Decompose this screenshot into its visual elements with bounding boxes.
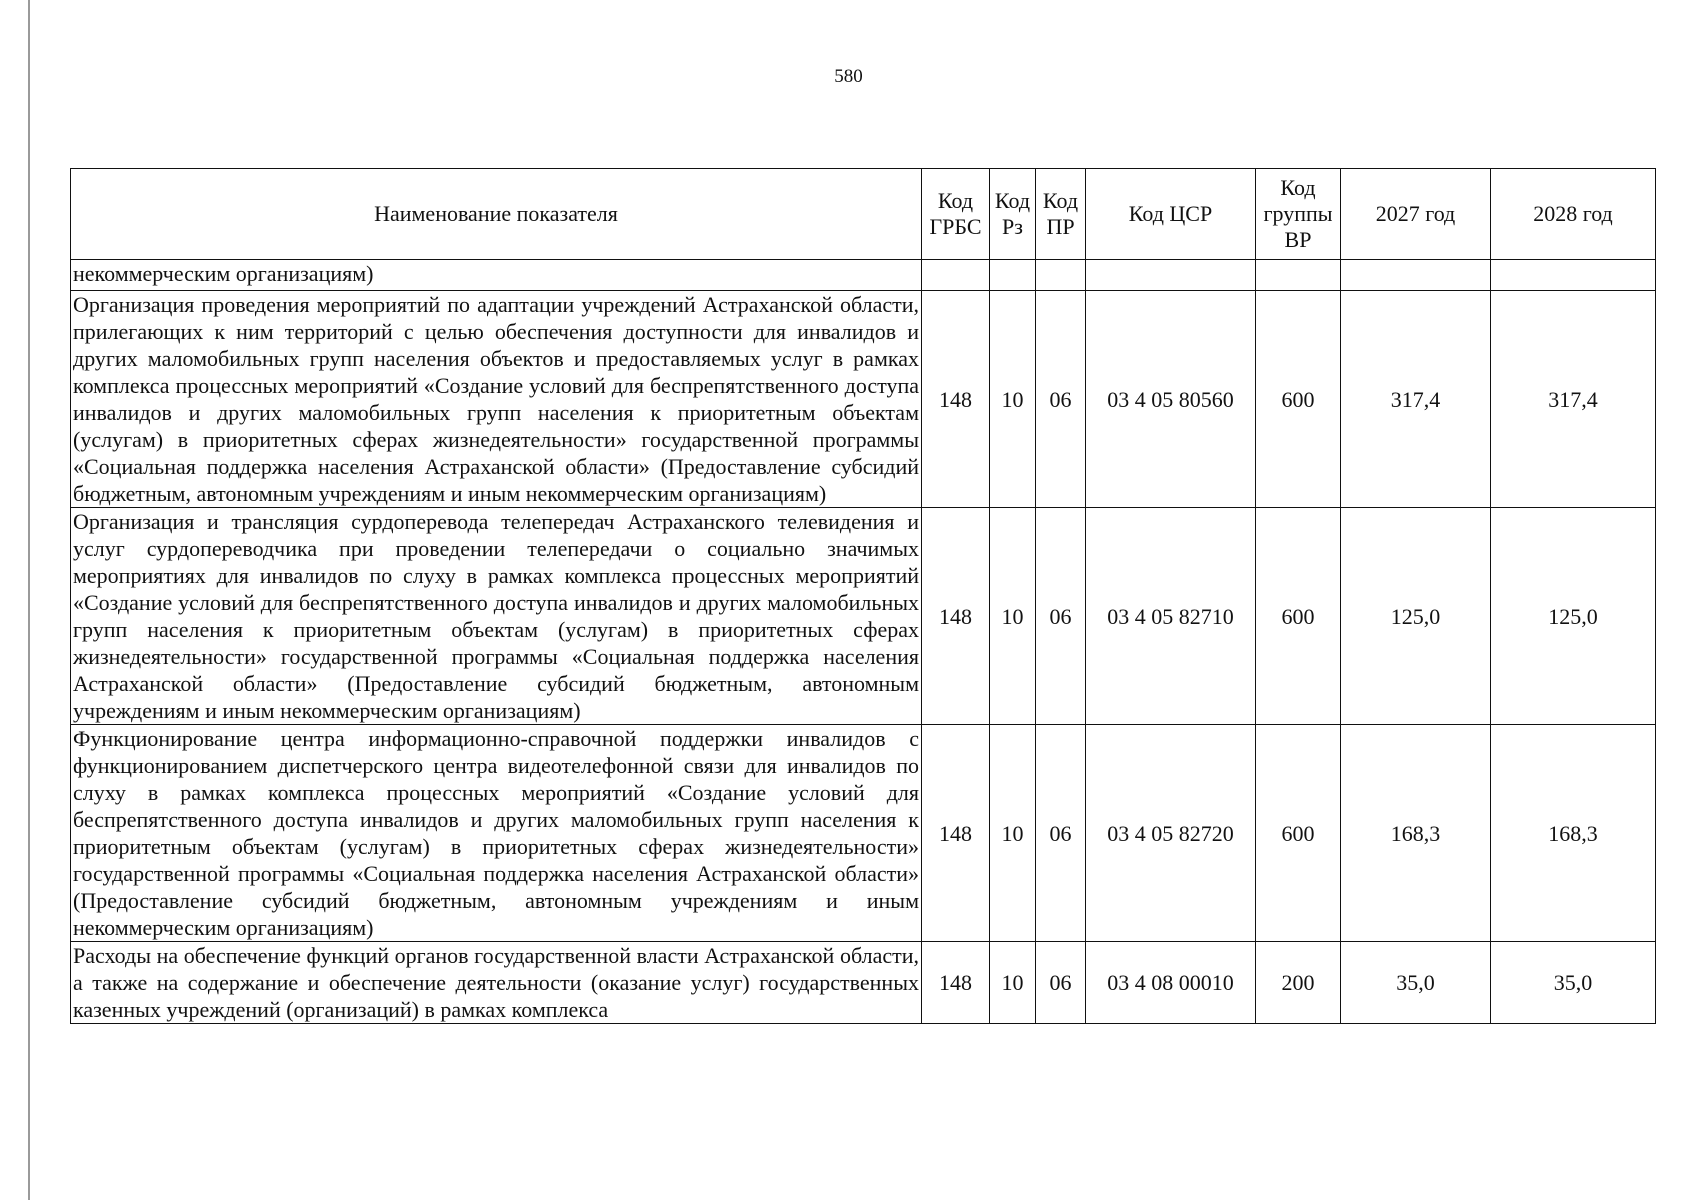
row-grbs: 148	[922, 291, 990, 508]
row-2028: 125,0	[1491, 508, 1656, 725]
row-grbs: 148	[922, 725, 990, 942]
header-csr: Код ЦСР	[1086, 169, 1256, 260]
row-name: Организация проведения мероприятий по адаптации учреждений Астраханской области, прилегающих к ним территорий с целью обеспечения доступности для инвалидов и других маломобильных групп населения объектов и предоставляемых услуг в рамках комплекса процессных мероприятий «Создание условий для беспрепятственного доступа инвалидов и других маломобильных групп населения к приоритетным объектам (услугам) в приоритетных сферах жизнедеятельности» государственной программы «Социальная поддержка населения Астраханской области» (Предоставление субсидий бюджетным, автономным учреждениям и иным некоммерческим организациям)	[71, 291, 922, 508]
table-row-continued	[71, 260, 1656, 291]
row-grbs: 148	[922, 508, 990, 725]
row-vr: 600	[1256, 291, 1341, 508]
row-rz: 10	[990, 942, 1036, 1024]
header-grbs: Код ГРБС	[922, 169, 990, 260]
row-name: некоммерческим организациям)	[71, 260, 922, 291]
row-2027: 35,0	[1341, 942, 1491, 1024]
page-number: 580	[834, 66, 863, 87]
row-pr: 06	[1036, 942, 1086, 1024]
row-2028: 35,0	[1491, 942, 1656, 1024]
row-2028: 168,3	[1491, 725, 1656, 942]
row-csr: 03 4 05 80560	[1086, 291, 1256, 508]
header-pr: Код ПР	[1036, 169, 1086, 260]
row-vr: 600	[1256, 725, 1341, 942]
budget-table	[70, 168, 1656, 1024]
header-2028: 2028 год	[1491, 169, 1656, 260]
row-csr: 03 4 05 82710	[1086, 508, 1256, 725]
row-pr: 06	[1036, 508, 1086, 725]
row-2027: 317,4	[1341, 291, 1491, 508]
row-rz: 10	[990, 291, 1036, 508]
row-vr: 200	[1256, 942, 1341, 1024]
table-header-row	[71, 169, 1656, 260]
table-row	[71, 725, 1656, 942]
row-rz: 10	[990, 725, 1036, 942]
row-name: Расходы на обеспечение функций органов государственной власти Астраханской области, а также на содержание и обеспечение деятельности (оказание услуг) государственных казенных учреждений (организаций) в рамках комплекса	[71, 942, 922, 1024]
row-name: Функционирование центра информационно-справочной поддержки инвалидов с функционированием диспетчерского центра видеотелефонной связи для инвалидов по слуху в рамках комплекса процессных мероприятий «Создание условий для беспрепятственного доступа инвалидов и других маломобильных групп населения к приоритетным объектам (услугам) в приоритетных сферах жизнедеятельности» государственной программы «Социальная поддержка населения Астраханской области» (Предоставление субсидий бюджетным, автономным учреждениям и иным некоммерческим организациям)	[71, 725, 922, 942]
row-pr: 06	[1036, 725, 1086, 942]
row-rz: 10	[990, 508, 1036, 725]
row-name: Организация и трансляция сурдоперевода телепередач Астраханского телевидения и услуг сурдопереводчика при проведении телепередачи о социально значимых мероприятиях для инвалидов по слуху в рамках комплекса процессных мероприятий «Создание условий для беспрепятственного доступа инвалидов и других маломобильных групп населения к приоритетным объектам (услугам) в приоритетных сферах жизнедеятельности» государственной программы «Социальная поддержка населения Астраханской области» (Предоставление субсидий бюджетным, автономным учреждениям и иным некоммерческим организациям)	[71, 508, 922, 725]
header-2027: 2027 год	[1341, 169, 1491, 260]
table-row	[71, 942, 1656, 1024]
table-row	[71, 508, 1656, 725]
header-vr: Код группы ВР	[1256, 169, 1341, 260]
row-csr: 03 4 08 00010	[1086, 942, 1256, 1024]
row-pr: 06	[1036, 291, 1086, 508]
scan-edge-line	[28, 0, 30, 1200]
table-row	[71, 291, 1656, 508]
row-2027: 125,0	[1341, 508, 1491, 725]
row-grbs: 148	[922, 942, 990, 1024]
row-2028: 317,4	[1491, 291, 1656, 508]
row-2027: 168,3	[1341, 725, 1491, 942]
header-name: Наименование показателя	[71, 169, 922, 260]
header-rz: Код Рз	[990, 169, 1036, 260]
row-csr: 03 4 05 82720	[1086, 725, 1256, 942]
row-vr: 600	[1256, 508, 1341, 725]
